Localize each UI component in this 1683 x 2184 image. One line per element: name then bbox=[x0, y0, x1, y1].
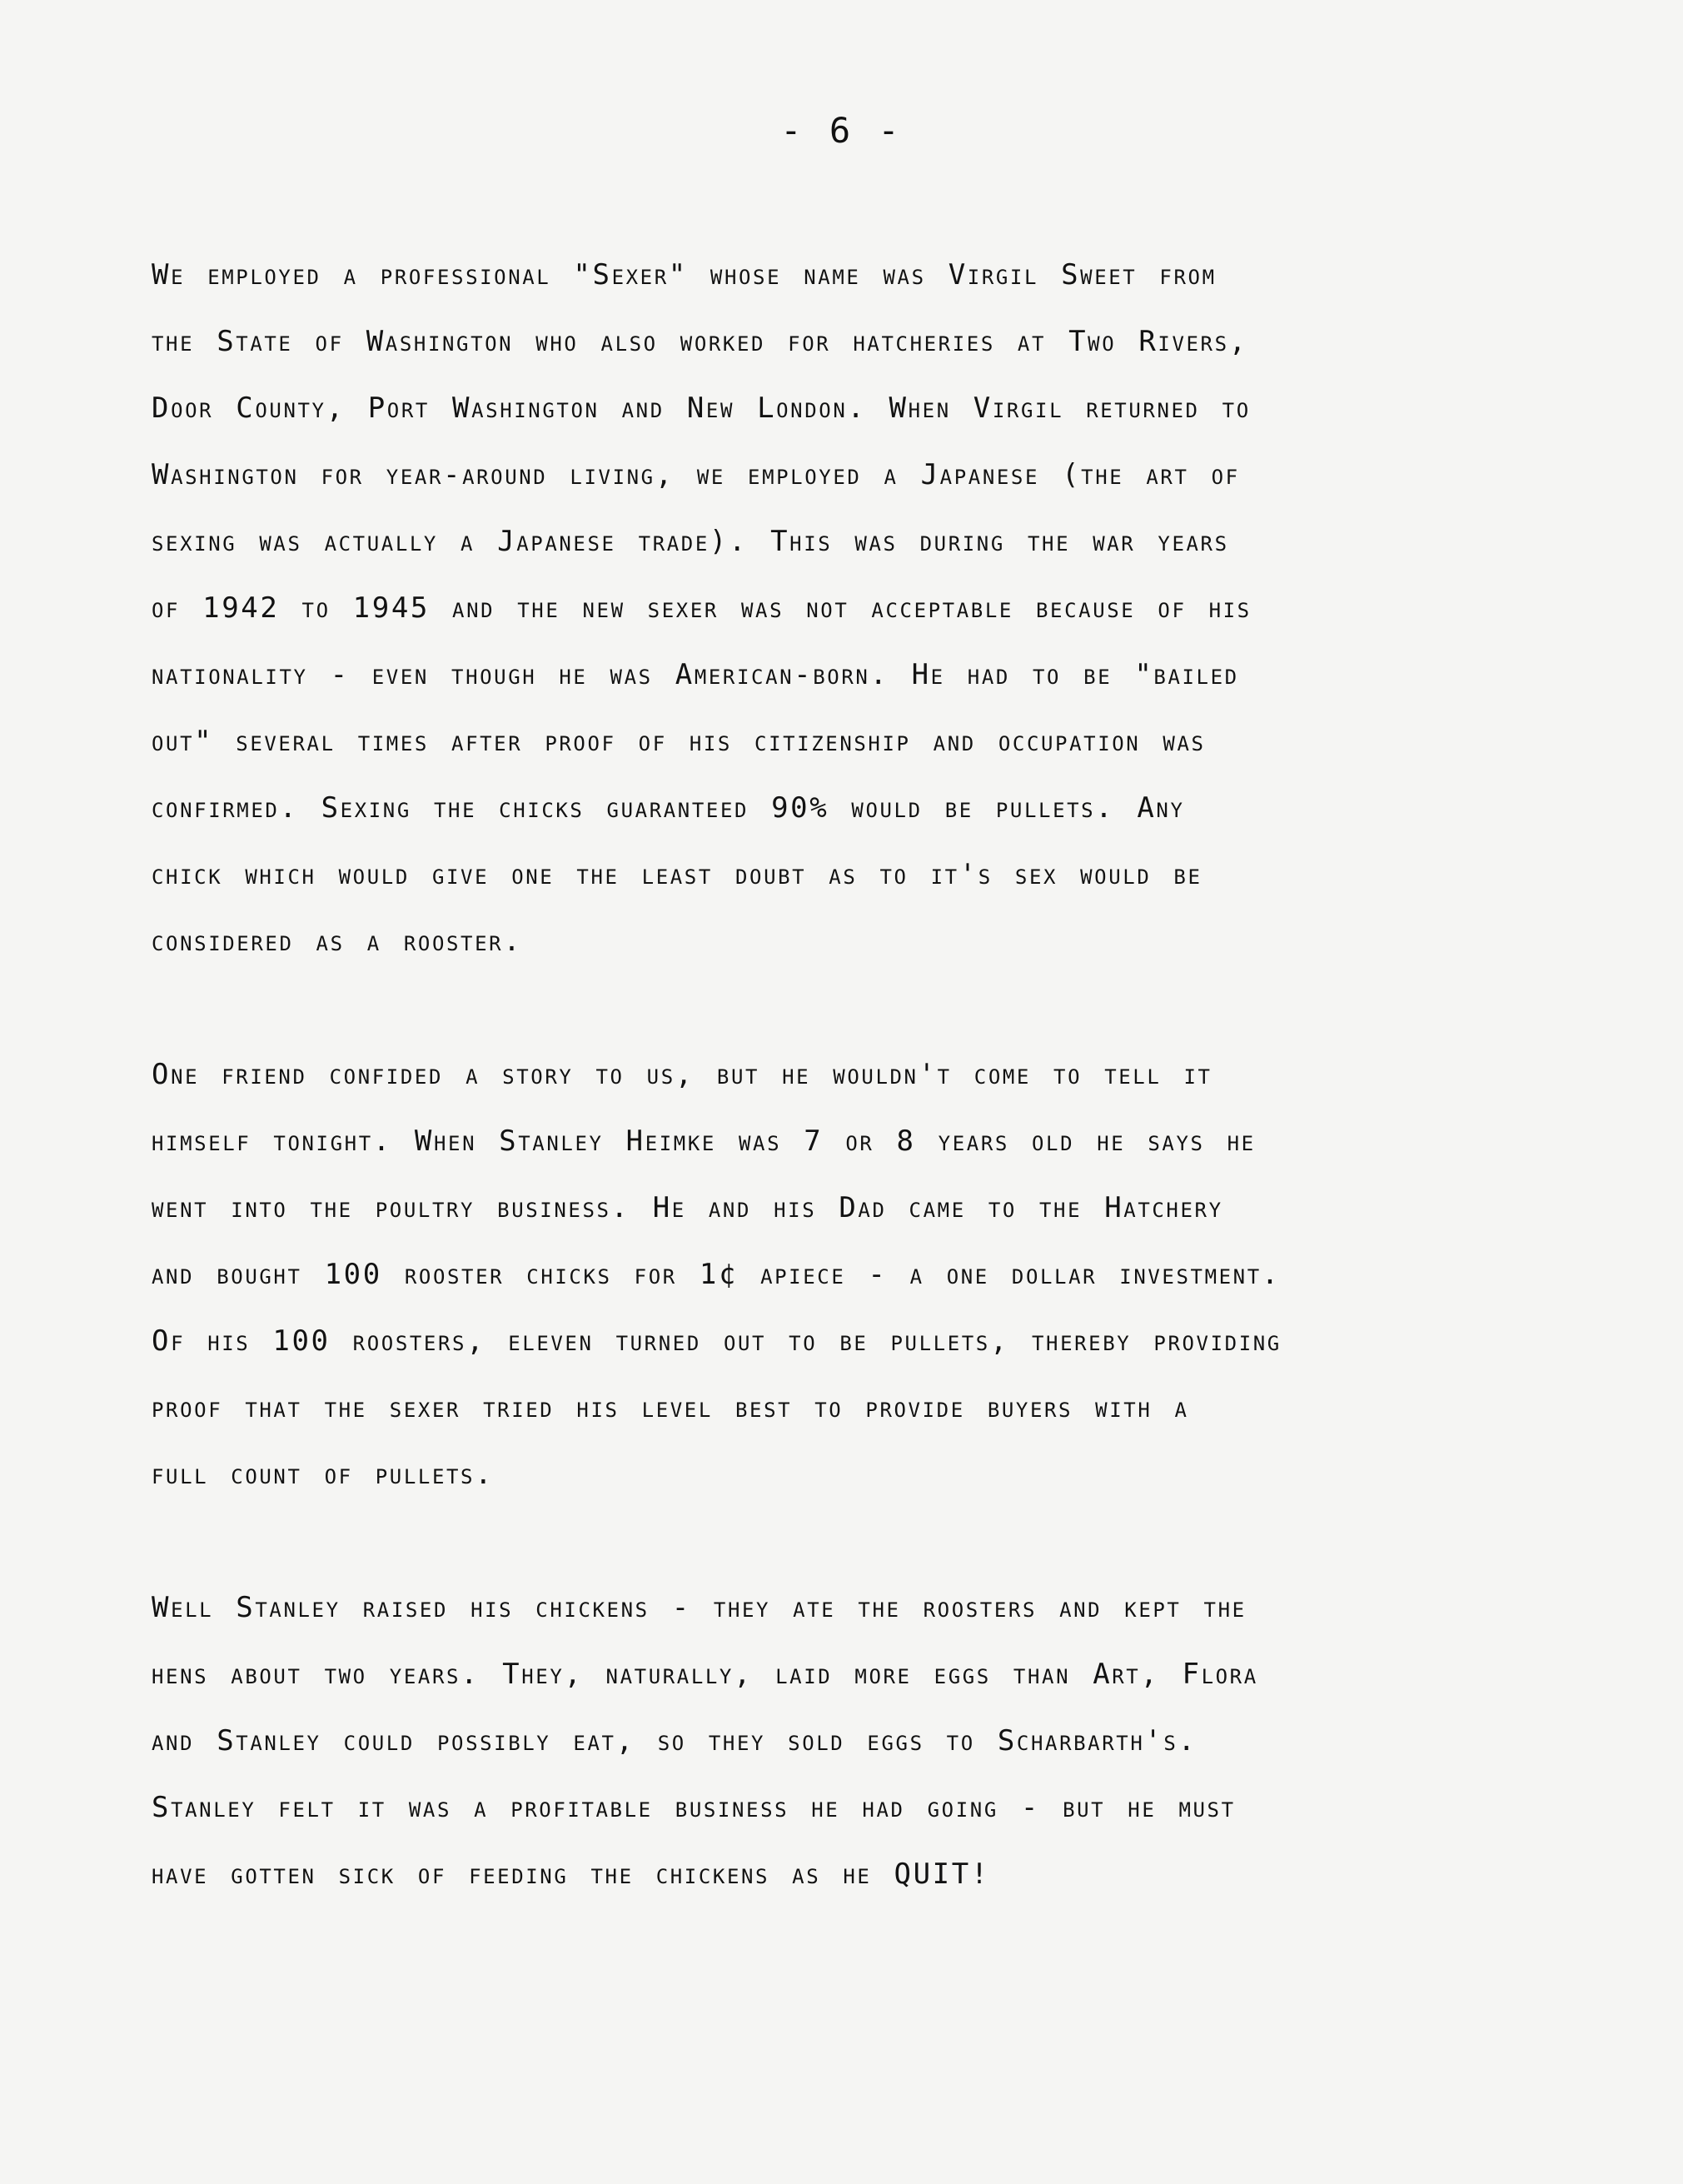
text-line: considered as a rooster. bbox=[152, 925, 523, 958]
page-number: - 6 - bbox=[780, 110, 903, 151]
text-line: sexing was actually a Japanese trade). This was during the war years bbox=[152, 525, 1229, 558]
text-line: Washington for year-around living, we employed a Japanese (the art of bbox=[152, 458, 1240, 491]
text-line: Stanley felt it was a profitable business he had going - but he must bbox=[152, 1791, 1236, 1824]
text-line: chick which would give one the least doubt as to it's sex would be bbox=[152, 858, 1202, 891]
text-line: went into the poultry business. He and his Dad came to the Hatchery bbox=[152, 1191, 1223, 1224]
text-line: We employed a professional "Sexer" whose name was Virgil Sweet from bbox=[152, 258, 1217, 292]
paragraph-2 bbox=[152, 1041, 1584, 1508]
text-line: Of his 100 roosters, eleven turned out to be pullets, thereby providing bbox=[152, 1324, 1282, 1358]
paragraph-3 bbox=[152, 1574, 1584, 1907]
text-line: have gotten sick of feeding the chickens as he QUIT! bbox=[152, 1857, 990, 1891]
paragraph-1 bbox=[152, 242, 1584, 975]
text-line: himself tonight. When Stanley Heimke was 7 or 8 years old he says he bbox=[152, 1124, 1256, 1158]
text-line: nationality - even though he was American-born. He had to be "bailed bbox=[152, 658, 1239, 691]
text-line: out" several times after proof of his citizenship and occupation was bbox=[152, 725, 1206, 758]
text-line: hens about two years. They, naturally, laid more eggs than Art, Flora bbox=[152, 1658, 1258, 1691]
text-line: full count of pullets. bbox=[152, 1458, 495, 1491]
text-line: of 1942 to 1945 and the new sexer was not acceptable because of his bbox=[152, 591, 1252, 625]
text-line: and bought 100 rooster chicks for 1¢ apiece - a one dollar investment. bbox=[152, 1258, 1281, 1291]
document-body bbox=[152, 242, 1584, 1974]
text-line: confirmed. Sexing the chicks guaranteed 90% would be pullets. Any bbox=[152, 791, 1185, 825]
text-line: the State of Washington who also worked for hatcheries at Two Rivers, bbox=[152, 325, 1248, 358]
text-line: proof that the sexer tried his level best to provide buyers with a bbox=[152, 1391, 1189, 1424]
text-line: Well Stanley raised his chickens - they ate the roosters and kept the bbox=[152, 1591, 1247, 1624]
text-line: Door County, Port Washington and New London. When Virgil returned to bbox=[152, 391, 1251, 425]
text-line: and Stanley could possibly eat, so they sold eggs to Scharbarth's. bbox=[152, 1724, 1198, 1758]
text-line: One friend confided a story to us, but he wouldn't come to tell it bbox=[152, 1058, 1212, 1091]
